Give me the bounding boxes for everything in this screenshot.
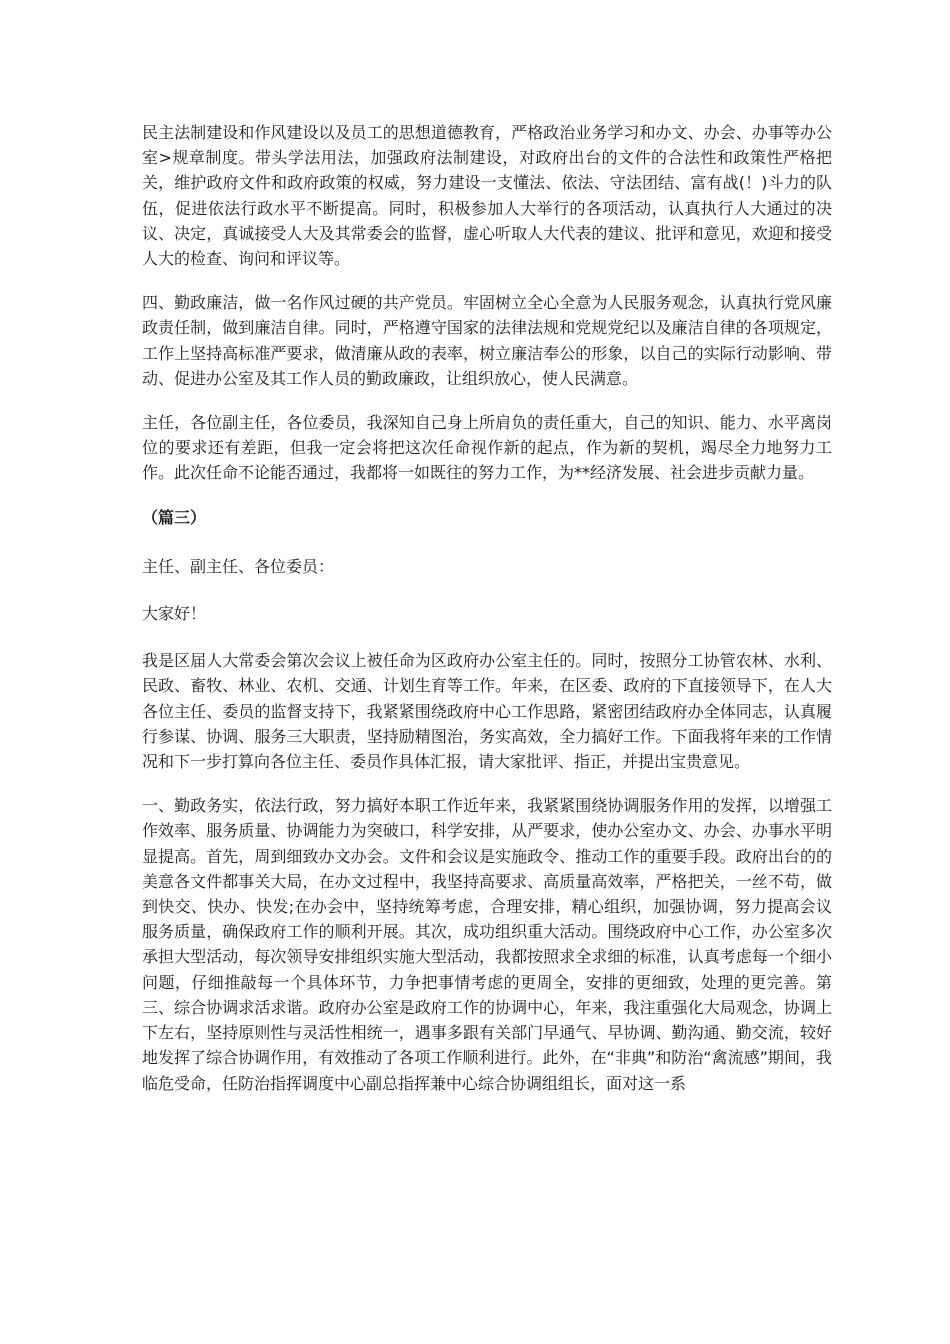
paragraph-closing-pledge: 主任，各位副主任，各位委员，我深知自己身上所肩负的责任重大，自己的知识、能力、水平离岗位的要求还有差距，但我一定会将把这次任命视作新的起点，作为新的契机，竭尽全力地努力工作。此次任命不论能否通过，我都将一如既往的努力工作，为**经济发展、社会进步贡献力量。 [142,413,832,483]
paragraph-rule-of-law: 民主法制建设和作风建设以及员工的思想道德教育，严格政治业务学习和办文、办会、办事等办公室>规章制度。带头学法用法，加强政府法制建设，对政府出台的文件的合法性和政策性严格把关，维护政府文件和政府政策的权威，努力建设一支懂法、依法、守法团结、富有战(！)斗力的队伍，促进依法行政水平不断提高。同时，积极参加人大举行的各项活动，认真执行人大通过的决议、决定，真诚接受人大及其常委会的监督，虚心听取人大代表的建议、批评和意见，欢迎和接受人大的检查、询问和评议等。 [142,123,832,269]
paragraph-introduction: 我是区届人大常委会第次会议上被任命为区政府办公室主任的。同时，按照分工协管农林、水利、民政、畜牧、林业、农机、交通、计划生育等工作。年来，在区委、政府的下直接领导下，在人大各位主任、委员的监督支持下，我紧紧围绕政府中心工作思路，紧密团结政府办全体同志，认真履行参谋、协调、服务三大职责，坚持励精图治，务实高效，全力搞好工作。下面我将年来的工作情况和下一步打算向各位主任、委员作具体汇报，请大家批评、指正，并提出宝贵意见。 [142,651,832,772]
greeting: 大家好！ [142,604,207,624]
paragraph-work-report: 一、勤政务实，依法行政，努力搞好本职工作近年来，我紧紧围绕协调服务作用的发挥，以增强工作效率、服务质量、协调能力为突破口，科学安排，从严要求，使办公室办文、办会、办事水平明显提高。首先，周到细致办文办会。文件和会议是实施政令、推动工作的重要手段。政府出台的的美意各文件都事关大局，在办文过程中，我坚持高要求、高质量高效率，严格把关，一丝不苟，做到快交、快办、快发;在办会中，坚持统筹考虑，合理安排，精心组织，加强协调，努力提高会议服务质量，确保政府工作的顺利开展。其次，成功组织重大活动。围绕政府中心工作，办公室多次承担大型活动，每次领导安排组织实施大型活动，我都按照求全求细的标准，认真考虑每一个细小问题，仔细推敲每一个具体环节，力争把事情考虑的更周全，安排的更细致，处理的更完善。第三、综合协调求活求谐。政府办公室是政府工作的协调中心，年来，我注重强化大局观念，协调上下左右，坚持原则性与灵活性相统一，遇事多跟有关部门早通气、早协调、勤沟通、勤交流，较好地发挥了综合协调作用，有效推动了各项工作顺利进行。此外，在“非典”和防治“禽流感”期间，我临危受命，任防治指挥调度中心副总指挥兼中心综合协调组组长，面对这一系 [142,796,832,1093]
section-heading: （篇三） [142,507,207,527]
salutation: 主任、副主任、各位委员： [142,556,335,576]
paragraph-diligence-integrity: 四、勤政廉洁，做一名作风过硬的共产党员。牢固树立全心全意为人民服务观念，认真执行党风廉政责任制，做到廉洁自律。同时，严格遵守国家的法律法规和党规党纪以及廉洁自律的各项规定，工作上坚持高标准严要求，做清廉从政的表率，树立廉洁奉公的形象，以自己的实际行动影响、带动、促进办公室及其工作人员的勤政廉政，让组织放心，使人民满意。 [142,293,832,388]
document-body [142,120,832,1115]
